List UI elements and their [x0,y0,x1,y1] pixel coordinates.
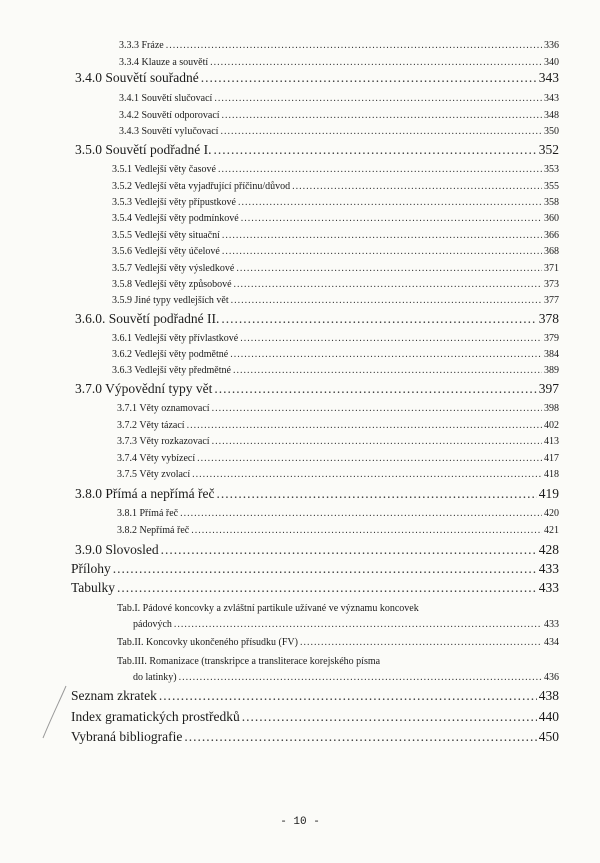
toc-entry-page: 433 [538,580,559,595]
toc-entry-3-5-2[interactable] [112,181,559,192]
toc-entry-3-7-0[interactable] [75,381,559,397]
toc-entry-tab-1[interactable] [133,619,559,630]
toc-entry-3-5-7[interactable] [112,263,559,274]
toc-entry-3-7-1[interactable] [117,403,559,414]
toc-entry-zkratky[interactable] [71,688,559,704]
toc-entry-label: Vybraná bibliografie [71,729,183,744]
toc-entry-prilohy[interactable] [71,561,559,577]
dot-leader [174,619,542,630]
dot-leader [236,263,542,274]
toc-entry-page: 438 [538,688,559,703]
toc-entry-label: 3.9.0 Slovosled [75,542,159,557]
toc-entry-3-3-4[interactable] [119,57,559,68]
toc-entry-label: 3.7.4 Věty vybízecí [117,453,196,464]
dot-leader [214,381,536,397]
toc-entry-index[interactable] [71,709,559,725]
toc-entry-3-4-2[interactable] [119,110,559,121]
dot-leader [240,333,542,344]
toc-entry-page: 348 [544,110,559,121]
toc-entry-3-7-5[interactable] [117,469,559,480]
toc-entry-page: 377 [544,295,559,306]
toc-entry-3-7-4[interactable] [117,453,559,464]
toc-entry-page: 378 [538,311,559,326]
toc-entry-page: 418 [544,469,559,480]
toc-entry-label: 3.4.3 Souvětí vylučovací [119,126,219,137]
toc-entry-tab-3-line1: Tab.III. Romanizace (transkripce a transliterace korejského písma [117,656,381,667]
toc-entry-page: 384 [544,349,559,360]
toc-entry-page: 368 [544,246,559,257]
toc-entry-tab-1-line1: Tab.I. Pádové koncovky a zvláštní partikule užívané ve významu koncovek [117,603,419,614]
toc-entry-page: 417 [544,453,559,464]
toc-entry-label: 3.8.0 Přímá a nepřímá řeč [75,486,215,501]
dot-leader [230,349,542,360]
toc-entry-label: 3.7.0 Výpovědní typy vět [75,381,213,396]
toc-entry-page: 433 [538,561,559,576]
toc-entry-page: 436 [544,672,559,683]
toc-entry-page: 371 [544,263,559,274]
toc-entry-label: 3.8.2 Nepřímá řeč [117,525,190,536]
dot-leader [179,672,542,683]
dot-leader [216,486,536,502]
toc-entry-3-3-3[interactable] [119,40,559,51]
toc-entry-label: 3.7.5 Věty zvolací [117,469,191,480]
toc-entry-3-5-3[interactable] [112,197,559,208]
toc-entry-label: 3.7.3 Věty rozkazovací [117,436,210,447]
toc-entry-label: Seznam zkratek [71,688,157,703]
toc-entry-label: 3.5.8 Vedlejší věty způsobové [112,279,232,290]
toc-entry-tab-3[interactable] [133,672,559,683]
toc-entry-page: 355 [544,181,559,192]
toc-entry-3-5-4[interactable] [112,213,559,224]
toc-entry-label: 3.5.2 Vedlejší věta vyjadřující příčinu/důvod [112,181,291,192]
dot-leader [222,246,542,257]
toc-entry-page: 434 [544,637,559,648]
toc-entry-label: Tab.II. Koncovky ukončeného přísudku (FV) [117,637,298,648]
toc-entry-label: 3.4.2 Souvětí odporovací [119,110,220,121]
dot-leader [214,93,542,104]
toc-entry-3-4-3[interactable] [119,126,559,137]
toc-entry-3-6-1[interactable] [112,333,559,344]
toc-entry-page: 402 [544,420,559,431]
toc-entry-page: 352 [538,142,559,157]
toc-entry-3-8-0[interactable] [75,486,559,502]
toc-entry-page: 450 [538,729,559,744]
toc-entry-label: 3.5.1 Vedlejší věty časové [112,164,216,175]
pencil-mark [40,682,70,742]
page-number: - 10 - [280,816,320,828]
toc-entry-page: 336 [544,40,559,51]
toc-entry-label: 3.3.4 Klauze a souvětí [119,57,209,68]
toc-entry-page: 379 [544,333,559,344]
toc-entry-3-7-3[interactable] [117,436,559,447]
toc-entry-label: 3.5.3 Vedlejší věty přípustkové [112,197,236,208]
toc-entry-3-7-2[interactable] [117,420,559,431]
toc-entry-page: 366 [544,230,559,241]
toc-entry-bibliografie[interactable] [71,729,559,745]
toc-entry-page: 421 [544,525,559,536]
toc-entry-3-5-1[interactable] [112,164,559,175]
toc-entry-page: 343 [544,93,559,104]
toc-entry-3-5-5[interactable] [112,230,559,241]
toc-entry-page: 440 [538,709,559,724]
dot-leader [184,729,536,745]
toc-entry-3-8-1[interactable] [117,508,559,519]
dot-leader [210,57,542,68]
toc-entry-page: 340 [544,57,559,68]
toc-entry-label: Tabulky [71,580,116,595]
dot-leader [191,525,542,536]
toc-entry-3-5-8[interactable] [112,279,559,290]
toc-entry-page: 353 [544,164,559,175]
toc-entry-label: 3.6.1 Vedlejší věty přívlastkové [112,333,239,344]
dot-leader [117,580,537,596]
dot-leader [192,469,542,480]
toc-entry-page: 398 [544,403,559,414]
dot-leader [218,164,542,175]
toc-entry-label: 3.4.0 Souvětí souřadné [75,70,199,85]
dot-leader [220,126,542,137]
dot-leader [242,709,537,725]
dot-leader [222,110,542,121]
toc-entry-page: 433 [544,619,559,630]
toc-entry-3-5-6[interactable] [112,246,559,257]
toc-entry-label: do latinky) [133,672,177,683]
toc-entry-label: 3.5.0 Souvětí podřadné I. [75,142,212,157]
toc-entry-tabulky[interactable] [71,580,559,596]
toc-entry-3-8-2[interactable] [117,525,559,536]
toc-entry-label: 3.6.3 Vedlejší věty předmětné [112,365,231,376]
dot-leader [300,637,542,648]
toc-entry-tab-2[interactable] [117,637,559,648]
toc-entry-label: 3.7.2 Věty tázací [117,420,185,431]
toc-entry-3-6-2[interactable] [112,349,559,360]
toc-entry-label: pádových [133,619,172,630]
dot-leader [113,561,537,577]
dot-leader [212,403,542,414]
toc-entry-label: Přílohy [71,561,111,576]
toc-entry-3-6-3[interactable] [112,365,559,376]
toc-entry-label: 3.5.5 Vedlejší věty situační [112,230,220,241]
toc-entry-page: 419 [538,486,559,501]
toc-entry-page: 420 [544,508,559,519]
toc-entry-page: 413 [544,436,559,447]
dot-leader [159,688,537,704]
toc-entry-label: 3.4.1 Souvětí slučovací [119,93,213,104]
dot-leader [221,311,536,327]
dot-leader [233,365,542,376]
dot-leader [180,508,542,519]
toc-entry-label: Index gramatických prostředků [71,709,240,724]
toc-entry-page: 350 [544,126,559,137]
dot-leader [201,70,537,86]
toc-entry-label: 3.8.1 Přímá řeč [117,508,179,519]
toc-entry-3-5-0[interactable] [75,142,559,158]
toc-entry-label: 3.5.7 Vedlejší věty výsledkové [112,263,235,274]
toc-entry-label: 3.5.4 Vedlejší věty podmínkové [112,213,239,224]
toc-entry-3-5-9[interactable] [112,295,559,306]
toc-entry-3-4-0[interactable] [75,70,559,86]
dot-leader [197,453,542,464]
dot-leader [187,420,542,431]
dot-leader [231,295,542,306]
toc-entry-label: 3.3.3 Fráze [119,40,164,51]
dot-leader [161,542,537,558]
toc-entry-page: 373 [544,279,559,290]
toc-entry-3-6-0[interactable] [75,311,559,327]
toc-entry-label: 3.7.1 Věty oznamovací [117,403,210,414]
toc-entry-page: 358 [544,197,559,208]
dot-leader [234,279,542,290]
toc-entry-page: 397 [538,381,559,396]
dot-leader [212,436,542,447]
toc-entry-page: 343 [538,70,559,85]
toc-entry-label: 3.5.9 Jiné typy vedlejších vět [112,295,229,306]
toc-entry-page: 428 [538,542,559,557]
toc-entry-3-4-1[interactable] [119,93,559,104]
dot-leader [241,213,542,224]
dot-leader [222,230,542,241]
dot-leader [238,197,542,208]
toc-entry-label: 3.6.0. Souvětí podřadné II. [75,311,220,326]
dot-leader [292,181,542,192]
dot-leader [213,142,536,158]
toc-entry-label: 3.6.2 Vedlejší věty podmětné [112,349,229,360]
toc-entry-page: 389 [544,365,559,376]
dot-leader [166,40,542,51]
toc-entry-3-9-0[interactable] [75,542,559,558]
toc-entry-label: 3.5.6 Vedlejší věty účelové [112,246,220,257]
toc-entry-page: 360 [544,213,559,224]
